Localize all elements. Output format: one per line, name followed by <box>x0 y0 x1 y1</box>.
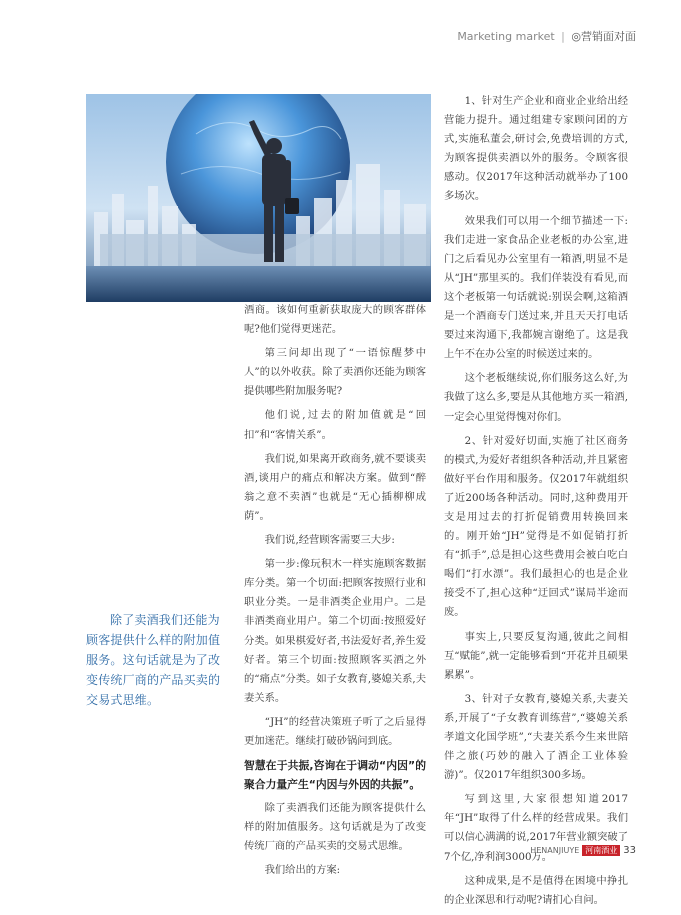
header-separator: | <box>561 30 565 43</box>
businessman-globe-photo <box>86 94 431 302</box>
header-brand: Marketing market <box>457 30 555 43</box>
page-footer <box>530 845 636 856</box>
right-column <box>444 92 628 915</box>
mid-paragraph: 除了卖酒我们还能为顾客提供什么样的附加值服务。这句话就是为了改变传统厂商的产品买卖的交易式思维。 <box>244 802 426 853</box>
right-paragraph: 3、针对子女教育,婆媳关系,夫妻关系,开展了“子女教育训练营”,“婆媳关系孝道文化国学班”,“夫妻关系今生来世陪伴之旅(巧妙的融入了酒企工业体验游)”。仅2017年组织300多场。 <box>444 692 628 782</box>
right-paragraph: 这种成果,是不是值得在困境中挣扎的企业深思和行动呢?请扪心自问。 <box>444 874 628 906</box>
mid-paragraph: 我们说,经营顾客需要三大步: <box>264 534 395 547</box>
page-header <box>457 28 636 44</box>
businessman-touching-globe-city-skyline-photo <box>86 94 431 302</box>
mid-paragraph: 他们说,过去的附加值就是“回扣”和“客情关系”。 <box>244 409 426 441</box>
right-paragraph: 2、针对爱好切面,实施了社区商务的模式,为爱好者组织各种活动,并且紧密做好平台作用和服务。仅2017年就组织了近200场各种活动。同时,这种费用开支是用过去的打折促销费用转换回来的。刚开始“JH”觉得是不如促销打折有“抓手”,总是担心这些费用会被白吃白喝们“打水漂”。我们最担心的也是企业接受不了,担心这种“迂回式”谋局半途而废。 <box>444 434 628 619</box>
header-section: ◎营销面对面 <box>571 30 636 43</box>
middle-column <box>244 301 426 885</box>
footer-tag: 河南酒业 <box>582 845 620 856</box>
page-number: 33 <box>623 845 636 856</box>
mid-paragraph: 第三问却出现了“一语惊醒梦中人”的以外收获。除了卖酒你还能为顾客提供哪些附加服务呢? <box>244 347 426 398</box>
mid-paragraph: 第一步:像玩积木一样实施顾客数据库分类。第一个切面:把顾客按照行业和职业分类。一是非酒类企业用户。二是非酒类商业用户。第二个切面:按照爱好分类。如果棋爱好者,书法爱好者,养生爱好者。第三个切面:按照顾客买酒之外的“痛点”分类。如子女教育,婆媳关系,夫妻关系。 <box>244 558 426 704</box>
mid-paragraph: “JH”的经营决策班子听了之后显得更加迷茫。继续打破砂锅问到底。 <box>244 715 426 747</box>
section-subhead: 智慧在于共振,咨询在于调动“内因”的聚合力量产生“内因与外因的共振”。 <box>244 759 426 792</box>
mid-paragraph: 我们给出的方案: <box>264 864 341 877</box>
right-paragraph: 写到这里,大家很想知道2017年“JH”取得了什么样的经营成果。我们可以信心满满的说,2017年营业额突破了7个亿,净利润3000万。 <box>444 793 628 863</box>
footer-magazine: HENANJIUYE <box>530 846 580 855</box>
right-paragraph: 这个老板继续说,你们服务这么好,为我做了这么多,要是从其他地方买一箱酒,一定会心里觉得愧对你们。 <box>444 372 628 423</box>
right-paragraph: 事实上,只要反复沟通,彼此之间相互“赋能”,就一定能够看到“开花并且硕果累累”。 <box>444 630 628 681</box>
pull-quote-text: 除了卖酒我们还能为顾客提供什么样的附加值服务。这句话就是为了改变传统厂商的产品买卖的交易式思维。 <box>86 613 221 707</box>
right-paragraph: 效果我们可以用一个细节描述一下:我们走进一家食品企业老板的办公室,进门之后看见办公室里有一箱酒,明显不是从“JH”那里买的。我们佯装没有看见,而这个老板第一句话就说:别误会啊,这箱酒是一个酒商专门送过来,并且天天打电话要过来沟通下,我都婉言谢绝了。这是我上午不在办公室的时候送过来的。 <box>444 214 628 361</box>
pull-quote <box>86 610 226 710</box>
mid-paragraph: 酒商。该如何重新获取庞大的顾客群体呢?他们觉得更迷茫。 <box>244 304 426 336</box>
right-paragraph: 1、针对生产企业和商业企业给出经营能力提升。通过组建专家顾问团的方式,实施私董会,研讨会,免费培训的方式,为顾客提供卖酒以外的服务。令顾客很感动。仅2017年这种活动就举办了100多场次。 <box>444 95 628 203</box>
mid-paragraph: 我们说,如果离开政商务,就不要谈卖酒,谈用户的痛点和解决方案。做到“醉翁之意不卖酒”也就是“无心插柳柳成荫”。 <box>244 452 426 522</box>
